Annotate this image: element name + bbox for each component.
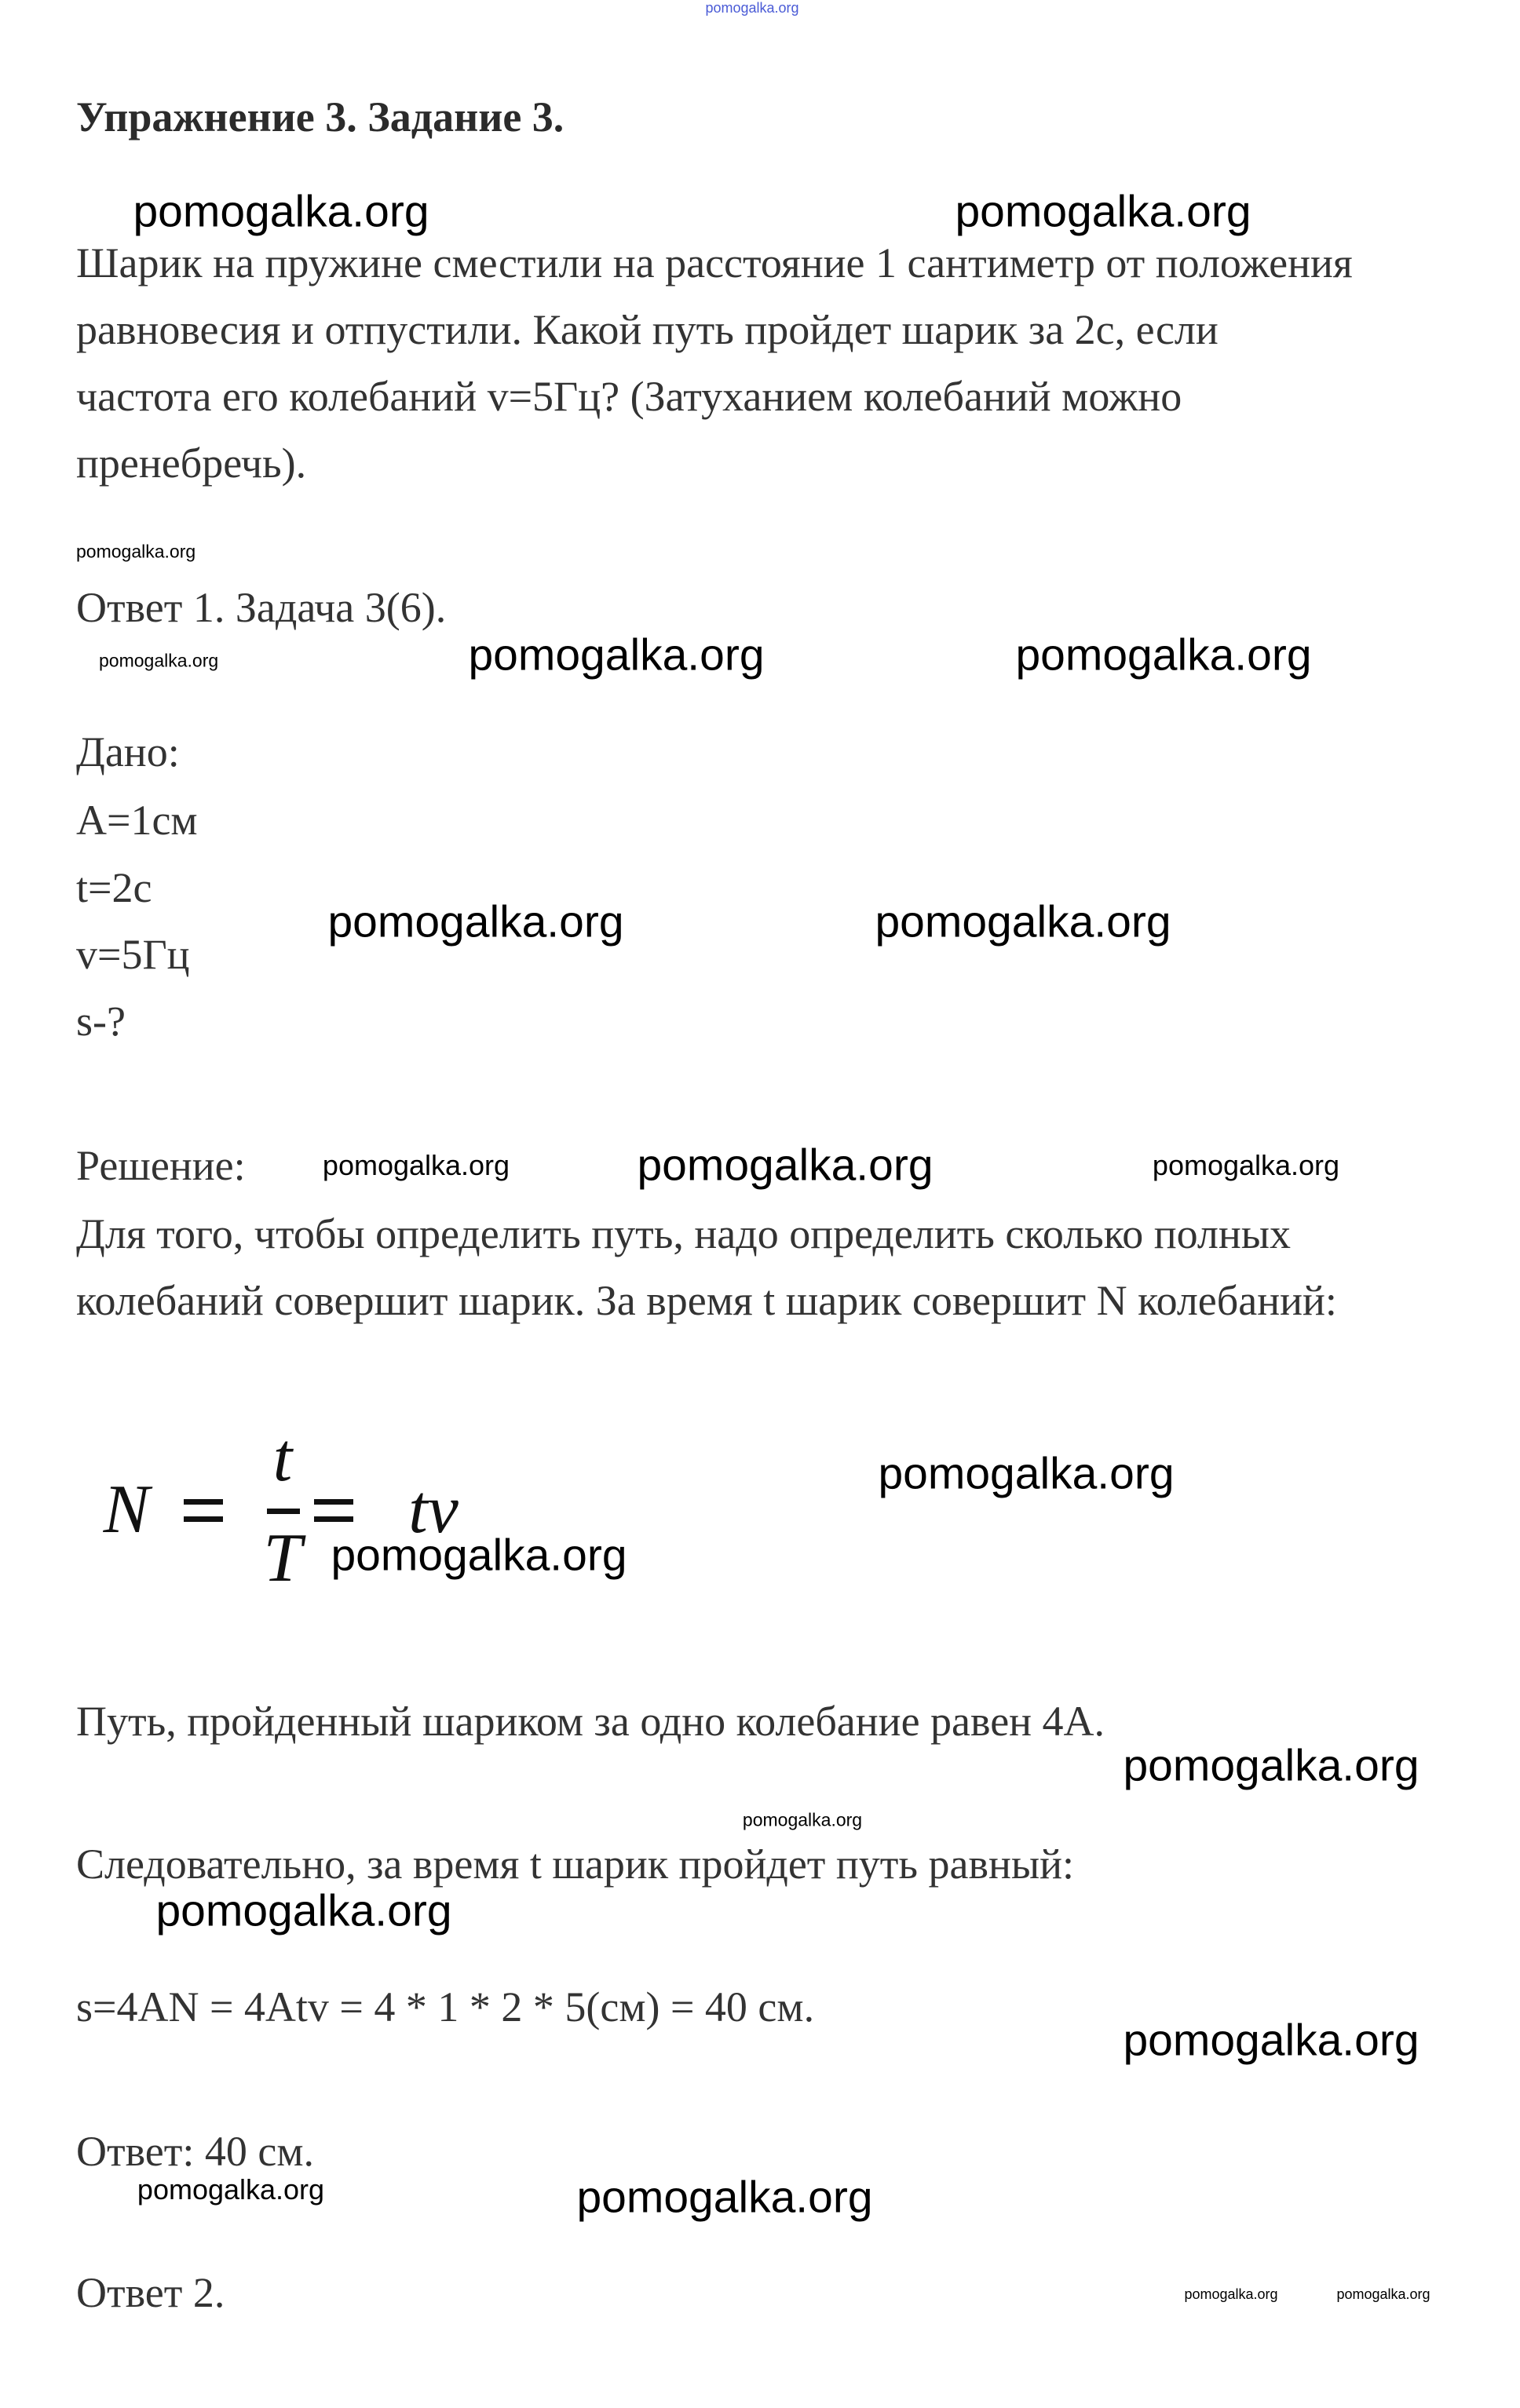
- solution-heading: Решение:: [76, 1142, 246, 1189]
- given-label: Дано:: [76, 728, 180, 775]
- problem-line: равновесия и отпустили. Какой путь пройдет шарик за 2с, если: [76, 306, 1219, 353]
- final-answer: Ответ: 40 см.: [76, 2128, 314, 2175]
- header-watermark[interactable]: pomogalka.org: [705, 0, 799, 16]
- calculation: s=4AN = 4Atv = 4 * 1 * 2 * 5(см) = 40 см.: [76, 1983, 815, 2030]
- answer1-heading: Ответ 1. Задача 3(6).: [76, 584, 447, 631]
- page-title: Упражнение 3. Задание 3.: [76, 93, 565, 140]
- given-unknown: s-?: [76, 998, 126, 1045]
- watermark: pomogalka.org: [137, 2173, 325, 2206]
- watermark: pomogalka.org: [468, 629, 765, 680]
- watermark: pomogalka.org: [955, 186, 1251, 237]
- watermark: pomogalka.org: [1123, 1740, 1420, 1791]
- watermark: pomogalka.org: [76, 541, 196, 562]
- formula-lhs: N: [103, 1472, 150, 1548]
- watermark: pomogalka.org: [327, 896, 624, 947]
- solution-line: колебаний совершит шарик. За время t шарик совершит N колебаний:: [76, 1277, 1337, 1324]
- path-one-oscillation: Путь, пройденный шариком за одно колебание равен 4A.: [76, 1698, 1105, 1745]
- watermark: pomogalka.org: [331, 1530, 627, 1581]
- watermark: pomogalka.org: [1184, 2286, 1278, 2302]
- watermark: pomogalka.org: [878, 1448, 1175, 1499]
- fraction-bar: [267, 1509, 300, 1514]
- therefore-line: Следовательно, за время t шарик пройдет путь равный:: [76, 1841, 1075, 1888]
- equals-sign: [314, 1499, 353, 1505]
- formula-rhs: tv: [408, 1472, 459, 1548]
- watermark: pomogalka.org: [1123, 2015, 1420, 2066]
- equals-sign: [314, 1516, 353, 1522]
- watermark: pomogalka.org: [742, 1809, 863, 1830]
- watermark: pomogalka.org: [637, 1140, 934, 1191]
- given-amplitude: A=1см: [76, 797, 198, 844]
- solution-line: Для того, чтобы определить путь, надо определить сколько полных: [76, 1210, 1292, 1257]
- watermark: pomogalka.org: [99, 650, 219, 671]
- problem-line: пренебречь).: [76, 440, 307, 487]
- formula-denominator: T: [263, 1520, 302, 1596]
- watermark: pomogalka.org: [1015, 629, 1312, 680]
- watermark: pomogalka.org: [1152, 1149, 1340, 1181]
- watermark: pomogalka.org: [875, 896, 1171, 947]
- watermark: pomogalka.org: [576, 2172, 873, 2223]
- problem-line: Шарик на пружине сместили на расстояние 1 сантиметр от положения: [76, 239, 1353, 286]
- problem-line: частота его колебаний v=5Гц? (Затуханием колебаний можно: [76, 373, 1182, 420]
- watermark: pomogalka.org: [322, 1149, 510, 1181]
- answer2-heading: Ответ 2.: [76, 2269, 225, 2316]
- watermark: pomogalka.org: [1336, 2286, 1430, 2302]
- watermark: pomogalka.org: [133, 186, 429, 237]
- formula-numerator: t: [272, 1420, 293, 1496]
- equals-sign: [184, 1516, 223, 1522]
- given-time: t=2c: [76, 864, 152, 911]
- given-frequency: v=5Гц: [76, 931, 190, 978]
- watermark: pomogalka.org: [155, 1885, 452, 1936]
- equals-sign: [184, 1499, 223, 1505]
